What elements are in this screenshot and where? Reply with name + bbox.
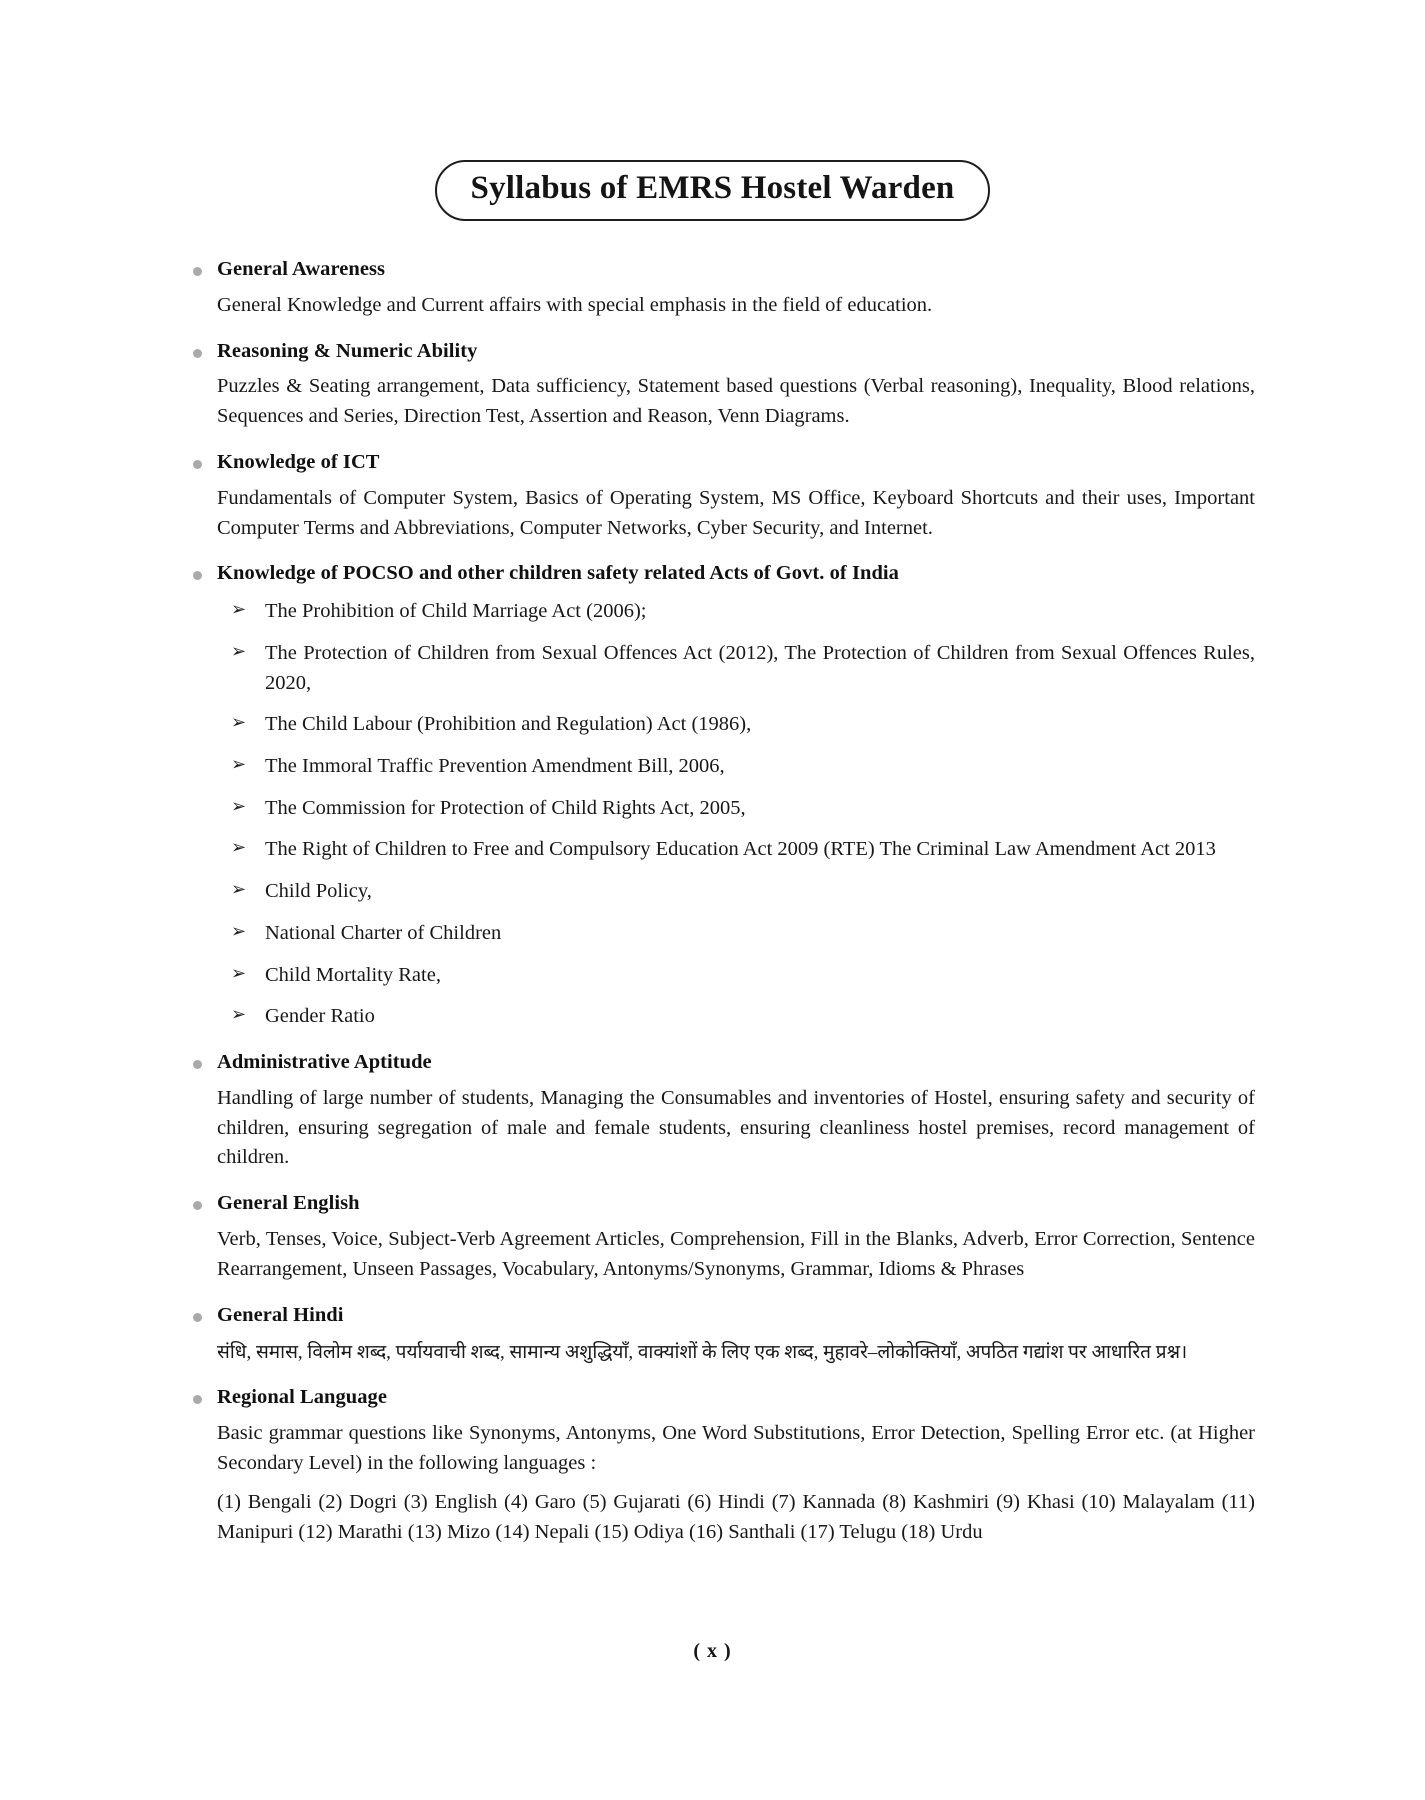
section-heading-knowledge-of-ict: [175, 450, 1255, 476]
section-heading-label: Reasoning & Numeric Ability: [217, 339, 478, 362]
list-item-label: The Immoral Traffic Prevention Amendment Bill, 2006,: [265, 754, 725, 777]
list-item-label: The Commission for Protection of Child Rights Act, 2005,: [265, 796, 746, 819]
bullet-dot-icon: [193, 1201, 202, 1210]
page-title-container: [0, 0, 1425, 221]
list-item-label: The Prohibition of Child Marriage Act (2006);: [265, 600, 647, 623]
bullet-dot-icon: [193, 1060, 202, 1069]
section-heading-administrative-aptitude: [175, 1050, 1255, 1076]
section-heading-label: Administrative Aptitude: [217, 1051, 432, 1074]
syllabus-content: [170, 221, 1255, 1548]
section-heading-label: Regional Language: [217, 1386, 387, 1408]
arrow-bullet-icon: ➢: [231, 962, 247, 984]
section-heading-label: Knowledge of POCSO and other children safety related Acts of Govt. of India: [217, 562, 899, 585]
list-item: [217, 794, 1255, 824]
bullet-dot-icon: [193, 349, 202, 358]
list-item: [217, 1002, 1255, 1032]
arrow-bullet-icon: ➢: [231, 795, 247, 817]
page-title: Syllabus of EMRS Hostel Warden: [470, 170, 955, 206]
section-heading-general-awareness: [175, 257, 1255, 283]
list-item: [217, 639, 1255, 698]
regional-language-list: (1) Bengali (2) Dogri (3) English (4) Garo (5) Gujarati (6) Hindi (7) Kannada (8) Kashmiri (9) Khasi (10) Malayalam (11) Manipuri (12) Marathi (13) Mizo (14) Nepali (15) Odiya (16) Santhali (17) Telugu (18) Urdu: [217, 1491, 1255, 1544]
section-heading-regional-language: [175, 1385, 1255, 1411]
arrow-bullet-icon: ➢: [231, 920, 247, 942]
section-heading-reasoning-numeric-ability: [175, 339, 1255, 365]
arrow-bullet-icon: ➢: [231, 599, 247, 621]
section-body-administrative-aptitude: Handling of large number of students, Managing the Consumables and inventories of Hostel, ensuring safety and security of children, ensuring segregation of male and female students, ensuring cleanliness hostel premises, record management of children.: [217, 1086, 1255, 1169]
list-item: [217, 919, 1255, 949]
section-heading-label: General Hindi: [217, 1303, 344, 1326]
bullet-dot-icon: [193, 1395, 202, 1404]
section-heading-label: Knowledge of ICT: [217, 451, 380, 474]
section-heading-general-hindi: [175, 1303, 1255, 1329]
list-item-label: The Child Labour (Prohibition and Regulation) Act (1986),: [265, 713, 752, 736]
arrow-bullet-icon: ➢: [231, 712, 247, 734]
list-item: [217, 835, 1255, 865]
arrow-bullet-icon: ➢: [231, 879, 247, 901]
list-item-label: Gender Ratio: [265, 1005, 375, 1028]
arrow-bullet-icon: ➢: [231, 640, 247, 662]
list-item-label: Child Policy,: [265, 880, 372, 903]
pocso-acts-list: [175, 597, 1255, 1032]
section-heading-general-english: [175, 1191, 1255, 1217]
list-item: [217, 877, 1255, 907]
section-heading-label: General Awareness: [217, 258, 386, 280]
list-item: [217, 752, 1255, 782]
arrow-bullet-icon: ➢: [231, 1004, 247, 1026]
section-body-regional-language: Basic grammar questions like Synonyms, Antonyms, One Word Substitutions, Error Detection, Spelling Error etc. (at Higher Secondary Level) in the following languages :: [217, 1421, 1255, 1474]
arrow-bullet-icon: ➢: [231, 837, 247, 859]
list-item-label: Child Mortality Rate,: [265, 963, 441, 986]
page-number-footer: ( x ): [693, 1640, 732, 1662]
section-heading-label: General English: [217, 1192, 360, 1215]
list-item-label: National Charter of Children: [265, 921, 502, 944]
section-body-general-awareness: General Knowledge and Current affairs with special emphasis in the field of education.: [217, 293, 933, 316]
list-item-label: The Right of Children to Free and Compulsory Education Act 2009 (RTE) The Criminal Law Amendment Act 2013: [265, 838, 1216, 861]
bullet-dot-icon: [193, 571, 202, 580]
bullet-dot-icon: [193, 460, 202, 469]
list-item: [217, 597, 1255, 627]
section-body-general-english: Verb, Tenses, Voice, Subject-Verb Agreement Articles, Comprehension, Fill in the Blanks, Adverb, Error Correction, Sentence Rearrangement, Unseen Passages, Vocabulary, Antonyms/Synonyms, Grammar, Idioms & Phrases: [217, 1228, 1255, 1280]
list-item-label: The Protection of Children from Sexual Offences Act (2012), The Protection of Children from Sexual Offences Rules, 2020,: [265, 641, 1255, 694]
list-item: [217, 961, 1255, 991]
section-heading-knowledge-of-pocso: [175, 561, 1255, 587]
bullet-dot-icon: [193, 267, 202, 276]
bullet-dot-icon: [193, 1313, 202, 1322]
section-body-reasoning-numeric-ability: Puzzles & Seating arrangement, Data sufficiency, Statement based questions (Verbal reasoning), Inequality, Blood relations, Sequences and Series, Direction Test, Assertion and Reason, Venn Diagrams.: [217, 375, 1255, 428]
list-item: [217, 710, 1255, 740]
title-box: [435, 160, 991, 221]
arrow-bullet-icon: ➢: [231, 753, 247, 775]
section-body-general-hindi: संधि, समास, विलोम शब्द, पर्यायवाची शब्द, सामान्य अशुद्धियाँ, वाक्यांशों के लिए एक शब्द, मुहावरे–लोकोक्तियाँ, अपठित गद्यांश पर आधारित प्रश्न।: [217, 1341, 1188, 1363]
section-body-knowledge-of-ict: Fundamentals of Computer System, Basics of Operating System, MS Office, Keyboard Shortcuts and their uses, Important Computer Terms and Abbreviations, Computer Networks, Cyber Security, and Internet.: [217, 486, 1255, 539]
